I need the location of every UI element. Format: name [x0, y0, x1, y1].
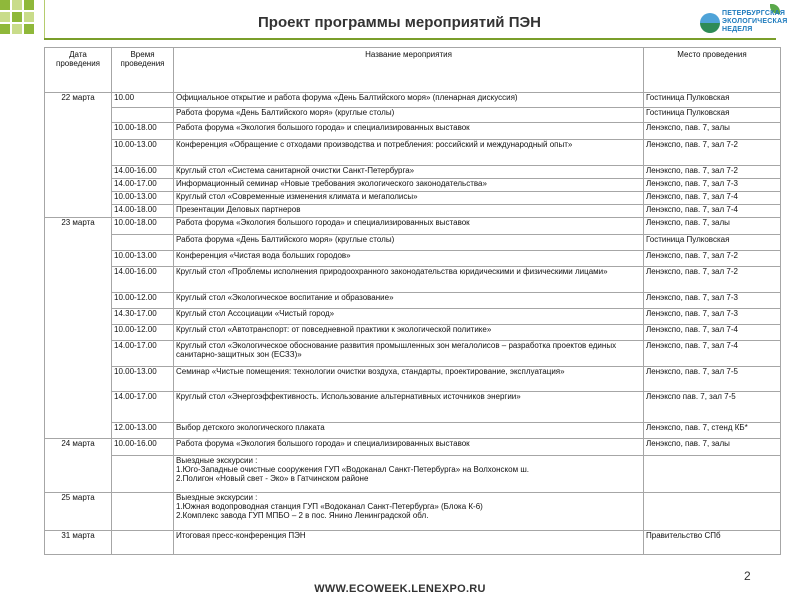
cell-time: 10.00-18.00	[112, 218, 174, 235]
cell-place: Гостиница Пулковская	[644, 235, 781, 251]
cell-time: 10.00-13.00	[112, 192, 174, 205]
table-header-row	[45, 48, 781, 93]
table-row	[45, 108, 781, 123]
cell-time	[112, 108, 174, 123]
cell-name: Информационный семинар «Новые требования экологического законодательства»	[174, 179, 644, 192]
cell-place: Ленэкспо, пав. 7, зал 7-4	[644, 325, 781, 341]
table-row	[45, 309, 781, 325]
table-row	[45, 439, 781, 456]
page-title: Проект программы мероприятий ПЭН	[258, 14, 541, 31]
cell-name: Работа форума «День Балтийского моря» (круглые столы)	[174, 235, 644, 251]
cell-place: Ленэкспо, пав. 7, зал 7-3	[644, 309, 781, 325]
logo-line-1: ПЕТЕРБУРГСКАЯ	[722, 10, 786, 17]
cell-place: Ленэкспо пав. 7, зал 7-5	[644, 392, 781, 423]
page-number: 2	[744, 569, 751, 583]
cell-name: Круглый стол Ассоциации «Чистый город»	[174, 309, 644, 325]
cell-place: Ленэкспо, пав. 7, залы	[644, 123, 781, 140]
cell-name: Выездные экскурсии : 1.Южная водопроводная станция ГУП «Водоканал Санкт-Петербурга» (Блока К-6) 2.Комплекс завода ГУП МПБО – 2 в пос. Янино Ленинградской обл.	[174, 493, 644, 531]
cell-name: Конференция «Обращение с отходами производства и потребления: российский и международный опыт»	[174, 140, 644, 166]
cell-time: 10.00-12.00	[112, 293, 174, 309]
cell-name: Работа форума «День Балтийского моря» (круглые столы)	[174, 108, 644, 123]
cell-name: Круглый стол «Энергоэффективность. Использование альтернативных источников энергии»	[174, 392, 644, 423]
cell-time: 14.30-17.00	[112, 309, 174, 325]
cell-date: 24 марта	[45, 439, 112, 493]
cell-name: Работа форума «Экология большого города» и специализированных выставок	[174, 218, 644, 235]
cell-name: Круглый стол «Экологическое воспитание и образование»	[174, 293, 644, 309]
header-rule	[44, 38, 776, 40]
cell-time: 14.00-16.00	[112, 267, 174, 293]
table-row	[45, 341, 781, 367]
table-row	[45, 166, 781, 179]
table-row	[45, 531, 781, 555]
cell-place: Ленэкспо, пав. 7, зал 7-4	[644, 205, 781, 218]
cell-time	[112, 493, 174, 531]
cell-place: Ленэкспо, пав. 7, зал 7-3	[644, 293, 781, 309]
cell-time: 10.00-18.00	[112, 123, 174, 140]
cell-place: Ленэкспо, пав. 7, стенд КБ*	[644, 423, 781, 439]
table-row	[45, 456, 781, 493]
cell-name: Круглый стол «Система санитарной очистки Санкт-Петербурга»	[174, 166, 644, 179]
cell-place: Гостиница Пулковская	[644, 108, 781, 123]
table-row	[45, 493, 781, 531]
header-time: Время проведения	[112, 48, 174, 93]
cell-date: 23 марта	[45, 218, 112, 439]
cell-time: 14.00-17.00	[112, 341, 174, 367]
events-table-body	[45, 93, 781, 555]
cell-place: Ленэкспо, пав. 7, зал 7-2	[644, 267, 781, 293]
table-row	[45, 179, 781, 192]
cell-name: Выездные экскурсии : 1.Юго-Западные очистные сооружения ГУП «Водоканал Санкт-Петербурга» на Волхонском ш. 2.Полигон «Новый свет - Эко» в Гатчинском районе	[174, 456, 644, 493]
cell-time: 10.00-13.00	[112, 140, 174, 166]
cell-time	[112, 531, 174, 555]
cell-time: 10.00	[112, 93, 174, 108]
cell-place: Гостиница Пулковская	[644, 93, 781, 108]
cell-time: 10.00-12.00	[112, 325, 174, 341]
cell-time: 14.00-16.00	[112, 166, 174, 179]
table-row	[45, 140, 781, 166]
globe-icon	[700, 13, 720, 33]
table-row	[45, 367, 781, 392]
table-row	[45, 423, 781, 439]
logo-line-2: ЭКОЛОГИЧЕСКАЯ	[722, 18, 788, 25]
cell-date: 22 марта	[45, 93, 112, 218]
cell-name: Работа форума «Экология большого города» и специализированных выставок	[174, 439, 644, 456]
cell-time: 10.00-16.00	[112, 439, 174, 456]
cell-place	[644, 456, 781, 493]
table-row	[45, 93, 781, 108]
cell-time: 14.00-17.00	[112, 179, 174, 192]
cell-date: 25 марта	[45, 493, 112, 531]
header-name: Название мероприятия	[174, 48, 644, 93]
ecoweek-logo	[700, 8, 790, 38]
cell-date: 31 марта	[45, 531, 112, 555]
cell-place	[644, 493, 781, 531]
cell-name: Круглый стол «Проблемы исполнения природоохранного законодательства юридическими и физическими лицами»	[174, 267, 644, 293]
cell-place: Ленэкспо, пав. 7, зал 7-4	[644, 192, 781, 205]
table-row	[45, 192, 781, 205]
table-row	[45, 218, 781, 235]
cell-name: Итоговая пресс-конференция ПЭН	[174, 531, 644, 555]
cell-place: Ленэкспо, пав. 7, зал 7-5	[644, 367, 781, 392]
logo-line-3: НЕДЕЛЯ	[722, 26, 753, 33]
cell-time: 10.00-13.00	[112, 367, 174, 392]
header-vertical-rule	[44, 0, 45, 38]
cell-place: Ленэкспо, пав. 7, залы	[644, 218, 781, 235]
cell-name: Официальное открытие и работа форума «День Балтийского моря» (пленарная дискуссия)	[174, 93, 644, 108]
cell-time	[112, 235, 174, 251]
cell-time: 10.00-13.00	[112, 251, 174, 267]
cell-place: Ленэкспо, пав. 7, залы	[644, 439, 781, 456]
cell-place: Ленэкспо, пав. 7, зал 7-4	[644, 341, 781, 367]
table-row	[45, 392, 781, 423]
table-row	[45, 251, 781, 267]
table-row	[45, 325, 781, 341]
events-table	[44, 47, 781, 555]
cell-name: Семинар «Чистые помещения: технологии очистки воздуха, стандарты, проектирование, эксплуатация»	[174, 367, 644, 392]
cell-name: Круглый стол «Автотранспорт: от повседневной практики к экологической политике»	[174, 325, 644, 341]
cell-place: Ленэкспо, пав. 7, зал 7-2	[644, 140, 781, 166]
cell-place: Ленэкспо, пав. 7, зал 7-2	[644, 251, 781, 267]
header-place: Место проведения	[644, 48, 781, 93]
website-url: WWW.ECOWEEK.LENEXPO.RU	[314, 583, 486, 595]
cell-name: Презентации Деловых партнеров	[174, 205, 644, 218]
cell-place: Ленэкспо, пав. 7, зал 7-3	[644, 179, 781, 192]
cell-name: Работа форума «Экология большого города» и специализированных выставок	[174, 123, 644, 140]
cell-place: Ленэкспо, пав. 7, зал 7-2	[644, 166, 781, 179]
cell-name: Выбор детского экологического плаката	[174, 423, 644, 439]
table-row	[45, 293, 781, 309]
header-date: Дата проведения	[45, 48, 112, 93]
cell-time	[112, 456, 174, 493]
cell-name: Круглый стол «Экологическое обоснование развития промышленных зон мегалолисов – разработка проектов единых санитарно-защитных зон (ЕСЗЗ)»	[174, 341, 644, 367]
cell-name: Конференция «Чистая вода больших городов»	[174, 251, 644, 267]
table-row	[45, 267, 781, 293]
table-row	[45, 235, 781, 251]
cell-place: Правительство СПб	[644, 531, 781, 555]
cell-name: Круглый стол «Современные изменения климата и мегаполисы»	[174, 192, 644, 205]
cell-time: 12.00-13.00	[112, 423, 174, 439]
cell-time: 14.00-17.00	[112, 392, 174, 423]
cell-time: 14.00-18.00	[112, 205, 174, 218]
table-row	[45, 205, 781, 218]
table-row	[45, 123, 781, 140]
